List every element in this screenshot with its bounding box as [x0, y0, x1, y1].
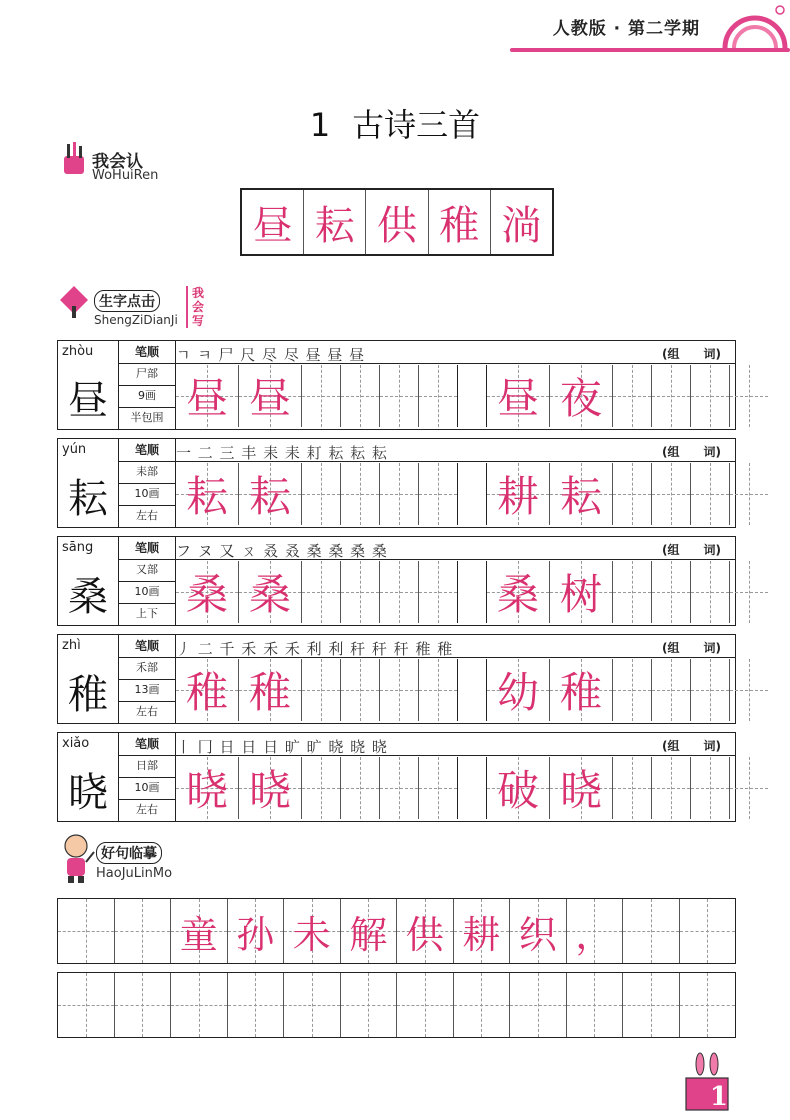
recognize-char: 耘	[304, 190, 366, 254]
divider	[174, 559, 735, 560]
char-block	[57, 438, 736, 528]
char-display: 稚	[68, 672, 108, 718]
stroke-count-label: 13画	[119, 679, 175, 702]
word-group-label: (组 词)	[662, 445, 721, 459]
practice-grid	[176, 659, 458, 721]
copy-cell[interactable]	[397, 899, 454, 963]
stroke-order-label: 笔顺	[119, 733, 175, 756]
word-char: 耘	[559, 472, 602, 521]
char-pinyin: zhì	[62, 638, 81, 653]
write-pinyin: ShengZiDianJi	[94, 313, 178, 327]
page-number: 1	[709, 1082, 728, 1112]
copy-cell[interactable]	[510, 973, 567, 1037]
copy-char: ，	[575, 912, 614, 957]
practice-grid	[176, 463, 458, 525]
copy-label-text: 好句临摹	[96, 842, 162, 864]
copy-char: 孙	[236, 912, 275, 957]
practice-char: 晓	[185, 766, 228, 815]
practice-grid	[176, 561, 458, 623]
divider	[174, 755, 735, 756]
copy-char: 耕	[462, 912, 501, 957]
copy-cell[interactable]	[284, 973, 341, 1037]
recognize-char: 淌	[501, 202, 542, 249]
header-bar	[510, 48, 790, 52]
copy-cell[interactable]	[171, 973, 228, 1037]
stroke-order-label: 笔顺	[119, 341, 175, 364]
stroke-order: ㄱ ㅋ 尸 尺 尽 尽 昼 昼 昼	[176, 346, 366, 364]
stroke-count-label: 10画	[119, 777, 175, 800]
pencil-cup-icon	[58, 140, 90, 176]
word-char: 幼	[496, 668, 539, 717]
char-meta-column	[118, 341, 176, 429]
word-group-label: (组 词)	[662, 543, 721, 557]
structure-label: 半包围	[130, 411, 164, 424]
write-label-text: 生字点击	[94, 290, 160, 312]
stroke-order-label: 笔顺	[119, 635, 175, 658]
boy-character-icon	[56, 832, 96, 884]
copy-cell[interactable]	[58, 899, 115, 963]
stroke-order: フ ヌ 又 ㄡ 叒 叒 桑 桑 桑 桑	[176, 542, 388, 560]
copy-cell[interactable]	[623, 973, 680, 1037]
recognize-pinyin: WoHuiRen	[92, 168, 159, 183]
copy-cell[interactable]	[341, 973, 398, 1037]
practice-char: 昼	[248, 374, 291, 423]
radical-label: 耒部	[119, 461, 175, 484]
word-grid	[486, 561, 768, 623]
stroke-order: 一 二 三 丰 耒 耒 耓 耘 耘 耘	[176, 444, 388, 462]
copy-pinyin: HaoJuLinMo	[96, 866, 173, 881]
practice-char: 稚	[185, 668, 228, 717]
word-group-label: (组 词)	[662, 641, 721, 655]
copy-cell[interactable]	[680, 899, 736, 963]
practice-grid	[176, 365, 458, 427]
recognize-char: 供	[366, 190, 428, 254]
practice-char: 晓	[248, 766, 291, 815]
word-char: 桑	[496, 570, 539, 619]
practice-char: 桑	[248, 570, 291, 619]
recognize-char: 昼	[242, 190, 304, 254]
write-label	[94, 290, 161, 312]
lesson-number: 1	[309, 106, 331, 144]
char-block	[57, 340, 736, 430]
char-pinyin: zhòu	[62, 344, 94, 359]
char-display: 晓	[68, 770, 108, 816]
structure-label: 左右	[136, 705, 158, 718]
word-grid	[486, 757, 768, 819]
divider	[186, 286, 188, 328]
divider	[174, 461, 735, 462]
copy-char	[680, 899, 736, 963]
practice-char: 稚	[248, 668, 291, 717]
lesson-title	[0, 100, 790, 146]
copy-cell[interactable]	[341, 899, 398, 963]
practice-grid	[176, 757, 458, 819]
recognize-label: 我会认	[92, 152, 143, 172]
char-meta-column	[118, 439, 176, 527]
copy-char	[115, 899, 171, 963]
copy-cell[interactable]	[228, 899, 285, 963]
radical-label: 又部	[119, 559, 175, 582]
recognize-box	[240, 188, 554, 256]
copy-char: 未	[292, 912, 331, 957]
stroke-order: 丿 二 千 禾 禾 禾 利 利 秆 秆 秆 稚 稚	[176, 640, 454, 658]
copy-cell[interactable]	[454, 973, 511, 1037]
copy-cell[interactable]	[58, 973, 115, 1037]
rainbow-icon	[720, 0, 790, 48]
radical-label: 禾部	[119, 657, 175, 680]
copy-char	[623, 899, 679, 963]
char-display: 桑	[68, 574, 108, 620]
char-pinyin: xiǎo	[62, 736, 90, 751]
word-char: 树	[559, 570, 602, 619]
recognize-char: 稚	[429, 190, 491, 254]
practice-char: 耘	[248, 472, 291, 521]
copy-char: 解	[349, 912, 388, 957]
divider	[174, 657, 735, 658]
char-meta-column	[118, 635, 176, 723]
radical-label: 日部	[119, 755, 175, 778]
copy-cell[interactable]	[510, 899, 567, 963]
copy-char: 织	[518, 912, 557, 957]
char-block	[57, 732, 736, 822]
structure-label: 左右	[136, 509, 158, 522]
word-char: 破	[496, 766, 539, 815]
structure-label: 左右	[136, 803, 158, 816]
divider	[174, 363, 735, 364]
stroke-count-label: 10画	[119, 483, 175, 506]
copy-row-sentence	[57, 898, 736, 964]
copy-char: 供	[405, 912, 444, 957]
lesson-name: 古诗三首	[352, 106, 481, 144]
radical-label: 尸部	[119, 363, 175, 386]
stroke-order-label: 笔顺	[119, 439, 175, 462]
stroke-order: 丨 冂 日 日 日 旷 旷 晓 晓 晓	[176, 738, 388, 756]
stroke-order-label: 笔顺	[119, 537, 175, 560]
word-char: 晓	[559, 766, 602, 815]
word-grid	[486, 659, 768, 721]
copy-cell[interactable]	[454, 899, 511, 963]
word-char: 稚	[559, 668, 602, 717]
word-grid	[486, 365, 768, 427]
word-char: 夜	[559, 374, 602, 423]
write-side-label: 我会写	[192, 286, 205, 328]
word-char: 耕	[496, 472, 539, 521]
copy-label	[96, 842, 163, 864]
structure-label: 上下	[136, 607, 158, 620]
copy-cell[interactable]	[284, 899, 341, 963]
char-pinyin: sāng	[62, 540, 94, 555]
copy-cell[interactable]	[115, 899, 172, 963]
diamond-pencil-icon	[58, 284, 90, 320]
stroke-count-label: 10画	[119, 581, 175, 604]
copy-row-blank	[57, 972, 736, 1038]
practice-char: 昼	[185, 374, 228, 423]
copy-char: 童	[179, 912, 218, 957]
word-char: 昼	[496, 374, 539, 423]
copy-cell[interactable]	[567, 973, 624, 1037]
char-block	[57, 536, 736, 626]
copy-char	[58, 899, 114, 963]
char-display: 昼	[68, 378, 108, 424]
copy-cell[interactable]	[623, 899, 680, 963]
char-meta-column	[118, 733, 176, 821]
copy-cell[interactable]	[228, 973, 285, 1037]
word-group-label: (组 词)	[662, 739, 721, 753]
copy-cell[interactable]	[397, 973, 454, 1037]
edition-label: 人教版 · 第二学期	[552, 19, 700, 39]
char-block	[57, 634, 736, 724]
word-grid	[486, 463, 768, 525]
char-meta-column	[118, 537, 176, 625]
copy-cell[interactable]	[680, 973, 736, 1037]
copy-cell[interactable]	[115, 973, 172, 1037]
char-pinyin: yún	[62, 442, 87, 457]
practice-char: 耘	[185, 472, 228, 521]
char-display: 耘	[68, 476, 108, 522]
copy-cell[interactable]	[171, 899, 228, 963]
copy-cell[interactable]	[567, 899, 624, 963]
practice-char: 桑	[185, 570, 228, 619]
stroke-count-label: 9画	[119, 385, 175, 408]
word-group-label: (组 词)	[662, 347, 721, 361]
